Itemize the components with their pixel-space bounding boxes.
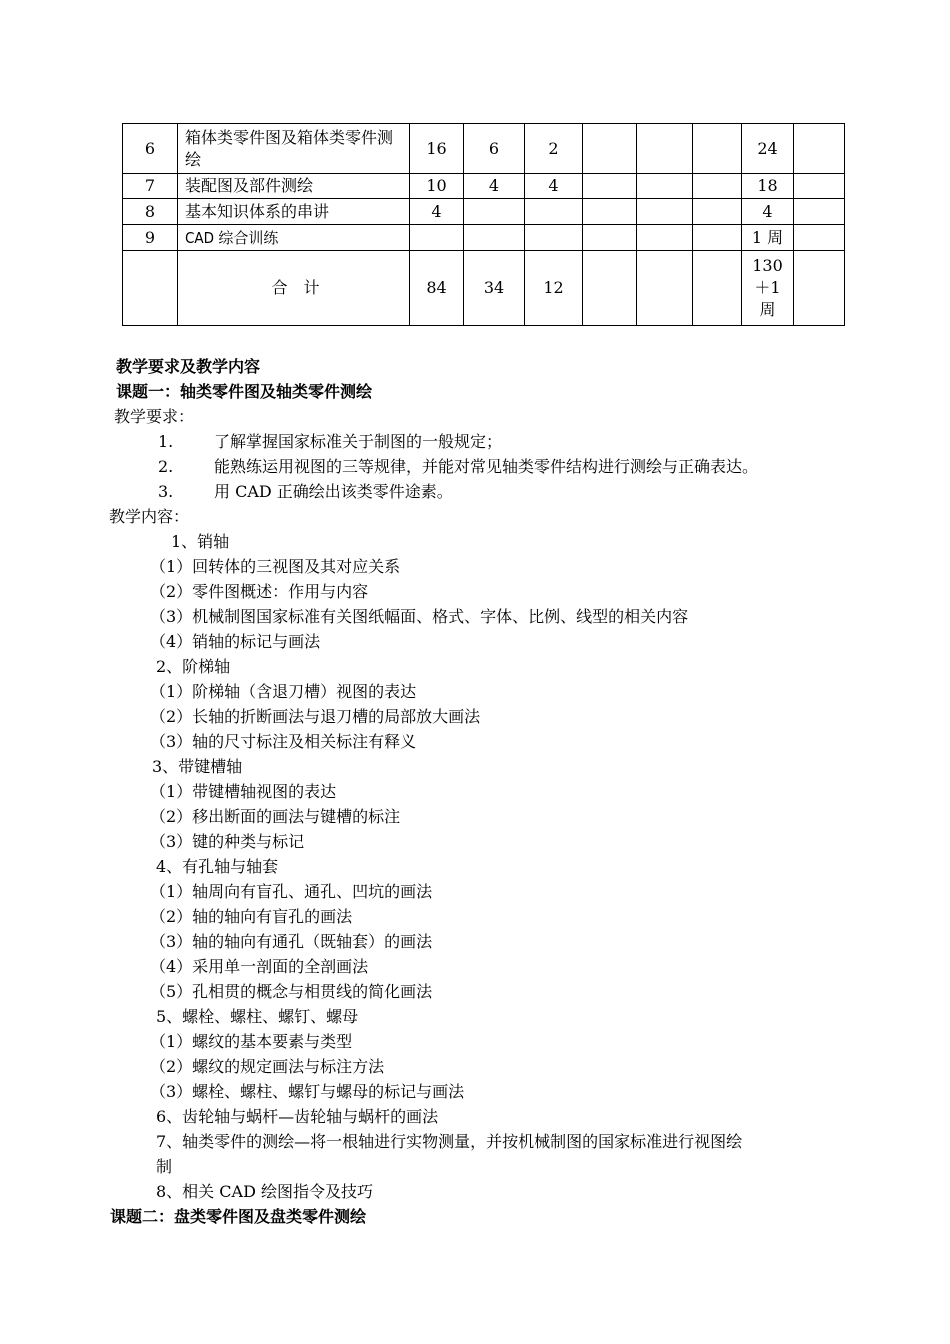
requirement-item: 2. 能熟练运用视图的三等规律，并能对常见轴类零件结构进行测绘与正确表达。	[158, 457, 759, 476]
table-row-total: 合 计 84 34 12 130 ＋1 周	[123, 251, 845, 326]
content-heading: 2、阶梯轴	[156, 657, 231, 676]
content-heading: 8、相关 CAD 绘图指令及技巧	[156, 1182, 373, 1201]
content-item: （3）键的种类与标记	[150, 832, 305, 851]
content-item: （3）轴的尺寸标注及相关标注有释义	[150, 732, 417, 751]
table-row: 9 CAD 综合训练 1 周	[123, 225, 845, 251]
content-item: （3）螺栓、螺柱、螺钉与螺母的标记与画法	[150, 1082, 465, 1101]
content-heading: 4、有孔轴与轴套	[156, 857, 279, 876]
table-row: 7 装配图及部件测绘 10 4 4 18	[123, 174, 845, 199]
content-item: （2）长轴的折断画法与退刀槽的局部放大画法	[150, 707, 481, 726]
content-item: （1）轴周向有盲孔、通孔、凹坑的画法	[150, 882, 433, 901]
content-item: （1）阶梯轴（含退刀槽）视图的表达	[150, 682, 417, 701]
content-item: （4）采用单一剖面的全剖画法	[150, 957, 369, 976]
content-label: 教学内容：	[109, 507, 190, 526]
hours-table	[122, 123, 845, 326]
content-item: （1）回转体的三视图及其对应关系	[150, 557, 401, 576]
section-heading: 教学要求及教学内容	[116, 357, 261, 376]
content-item: （5）孔相贯的概念与相贯线的简化画法	[150, 982, 433, 1001]
requirement-item: 3. 用 CAD 正确绘出该类零件途素。	[158, 482, 453, 501]
content-heading: 5、螺栓、螺柱、螺钉、螺母	[156, 1007, 359, 1026]
topic-title: 课题一：轴类零件图及轴类零件测绘	[116, 382, 373, 401]
content-item: （1）带键槽轴视图的表达	[150, 782, 337, 801]
total-hours-cell: 130 ＋1 周	[742, 251, 794, 326]
topic-title: 课题二：盘类零件图及盘类零件测绘	[110, 1207, 367, 1226]
requirement-item: 1. 了解掌握国家标准关于制图的一般规定；	[158, 432, 503, 451]
content-heading: 7、轴类零件的测绘—将一根轴进行实物测量，并按机械制图的国家标准进行视图绘	[156, 1132, 743, 1151]
table-row: 6 箱体类零件图及箱体类零件测绘 16 6 2 24	[123, 124, 845, 174]
content-heading: 1、销轴	[171, 532, 230, 551]
content-item: （4）销轴的标记与画法	[150, 632, 321, 651]
requirements-label: 教学要求：	[114, 407, 195, 426]
content-item: （3）机械制图国家标准有关图纸幅面、格式、字体、比例、线型的相关内容	[150, 607, 689, 626]
content-heading: 6、齿轮轴与蜗杆—齿轮轴与蜗杆的画法	[156, 1107, 439, 1126]
content-item: （2）零件图概述：作用与内容	[150, 582, 369, 601]
table-row: 8 基本知识体系的串讲 4 4	[123, 199, 845, 225]
content-item: （3）轴的轴向有通孔（既轴套）的画法	[150, 932, 433, 951]
content-item: （1）螺纹的基本要素与类型	[150, 1032, 353, 1051]
content-item: （2）螺纹的规定画法与标注方法	[150, 1057, 385, 1076]
content-item: （2）轴的轴向有盲孔的画法	[150, 907, 353, 926]
content-heading-continued: 制	[156, 1157, 173, 1176]
content-item: （2）移出断面的画法与键槽的标注	[150, 807, 401, 826]
content-heading: 3、带键槽轴	[152, 757, 243, 776]
